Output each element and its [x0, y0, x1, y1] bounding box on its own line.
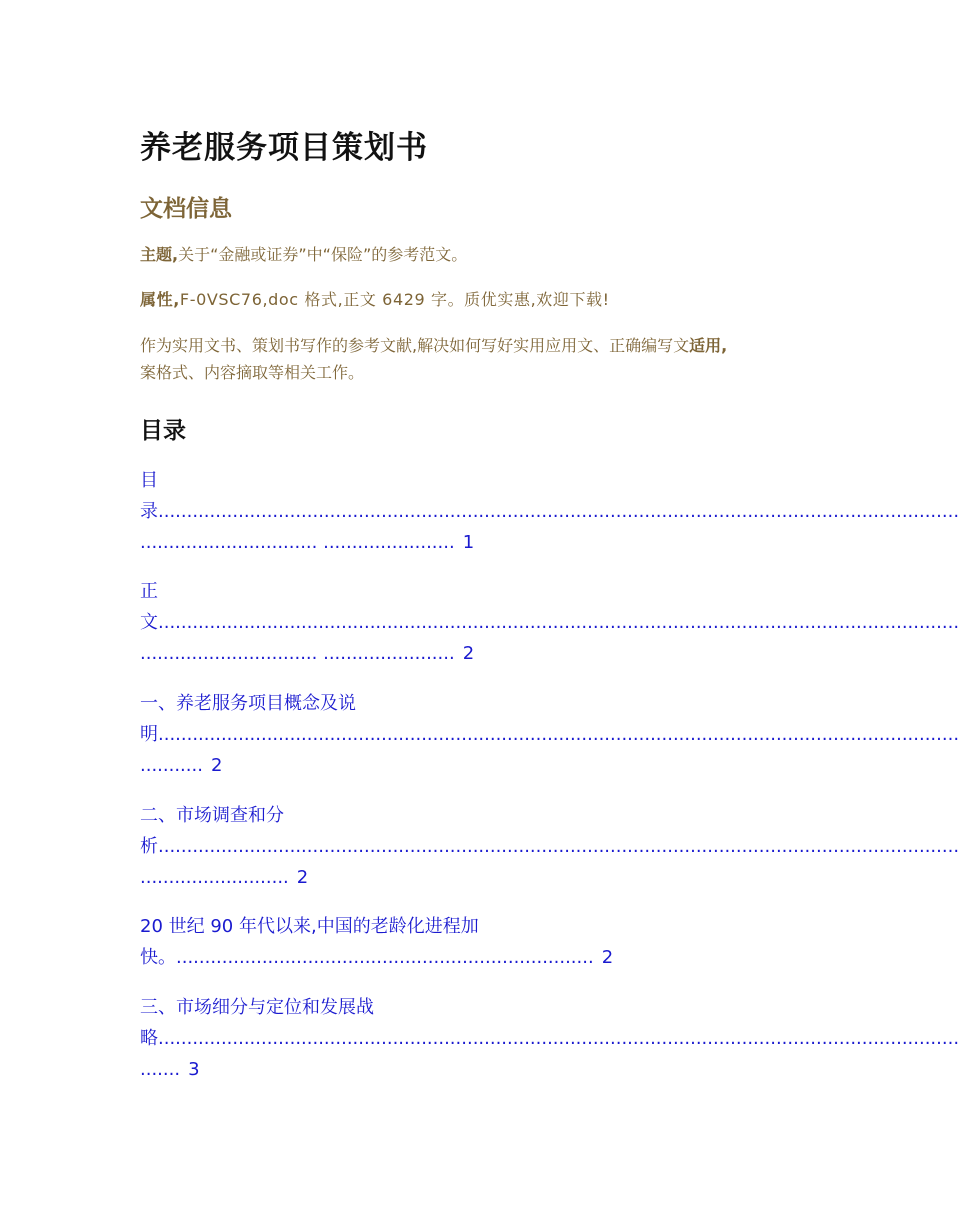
toc-entry-zhengwen[interactable]: [140, 576, 959, 669]
toc-entry-page-line[interactable]: [140, 638, 810, 669]
toc-entry-title-end[interactable]: 快。: [140, 947, 176, 968]
document-info-heading: 文档信息: [140, 196, 232, 222]
toc-entry-section-2[interactable]: [140, 800, 959, 893]
usage-text-2: 案格式、内容摘取等相关工作。: [140, 363, 365, 382]
attribute-label: 属性,: [140, 290, 180, 309]
toc-page-number[interactable]: 3: [188, 1059, 200, 1080]
toc-entry-title-end[interactable]: 明: [140, 724, 158, 745]
toc-entry-leader-line[interactable]: [140, 719, 959, 750]
toc-entry-title[interactable]: 三、市场细分与定位和发展战: [140, 997, 374, 1018]
toc-dot-leader: ............................................................................................................................................: [158, 1028, 959, 1049]
toc-entry-page-line[interactable]: [140, 862, 810, 893]
toc-page-number[interactable]: 2: [296, 867, 309, 888]
usage-line-2: [140, 359, 364, 387]
toc-dot-leader-end: ..........................: [140, 867, 289, 888]
toc-entry-aging-subsection[interactable]: [140, 911, 810, 973]
toc-entry-page-line[interactable]: [140, 1054, 810, 1085]
toc-entry-title[interactable]: 正: [140, 581, 158, 602]
usage-line-1: [140, 332, 727, 360]
toc-entry-section-1[interactable]: [140, 688, 959, 781]
toc-entry-leader-line[interactable]: [140, 831, 959, 862]
toc-dot-leader: .........................................................................: [176, 947, 594, 968]
toc-entry-leader-line[interactable]: [140, 607, 959, 638]
toc-page-number[interactable]: 2: [462, 643, 475, 664]
toc-dot-leader-end: ...........: [140, 755, 203, 776]
toc-dot-leader-end: .......: [140, 1059, 181, 1080]
toc-entry-page-line[interactable]: [140, 527, 810, 558]
toc-dot-leader-end: ............................... .......................: [140, 643, 455, 664]
toc-entry-leader-line[interactable]: [140, 496, 959, 527]
toc-page-number[interactable]: 1: [462, 532, 475, 553]
toc-heading: 目录: [140, 418, 186, 444]
toc-dot-leader: ............................................................................................................................................: [158, 612, 959, 633]
toc-entry-title-end[interactable]: 析: [140, 836, 158, 857]
toc-page-number[interactable]: 2: [210, 755, 223, 776]
toc-dot-leader: ............................................................................................................................................: [158, 501, 959, 522]
toc-dot-leader: ............................................................................................................................................: [158, 836, 959, 857]
toc-page-number[interactable]: 2: [601, 947, 614, 968]
toc-entry-title[interactable]: 20 世纪 90 年代以来,中国的老龄化进程加: [140, 916, 479, 937]
toc-entry-mulu[interactable]: [140, 465, 959, 558]
subject-line: [140, 241, 467, 269]
toc-dot-leader-end: ............................... .......................: [140, 532, 455, 553]
subject-text: 关于“金融或证券”中“保险”的参考范文。: [178, 245, 468, 264]
toc-entry-page-line[interactable]: [140, 750, 810, 781]
document-title: 养老服务项目策划书: [140, 130, 428, 166]
toc-entry-leader-line[interactable]: [140, 1023, 959, 1054]
toc-entry-title-end[interactable]: 文: [140, 612, 158, 633]
toc-entry-title-end[interactable]: 略: [140, 1028, 158, 1049]
toc-entry-section-3[interactable]: [140, 992, 959, 1085]
subject-label: 主题,: [140, 245, 179, 264]
usage-bold: 适用,: [689, 336, 728, 355]
toc-entry-page-line[interactable]: [140, 942, 810, 973]
toc-entry-title-end[interactable]: 录: [140, 501, 158, 522]
attribute-text: F-0VSC76,doc 格式,正文 6429 字。质优实惠,欢迎下载!: [179, 290, 610, 309]
attribute-line: [140, 286, 610, 314]
usage-text-1: 作为实用文书、策划书写作的参考文献,解决如何写好实用应用文、正确编写文: [140, 336, 690, 355]
toc-entry-title[interactable]: 一、养老服务项目概念及说: [140, 693, 356, 714]
toc-entry-title[interactable]: 目: [140, 470, 158, 491]
toc-dot-leader: ............................................................................................................................................: [158, 724, 959, 745]
toc-entry-title[interactable]: 二、市场调查和分: [140, 805, 284, 826]
